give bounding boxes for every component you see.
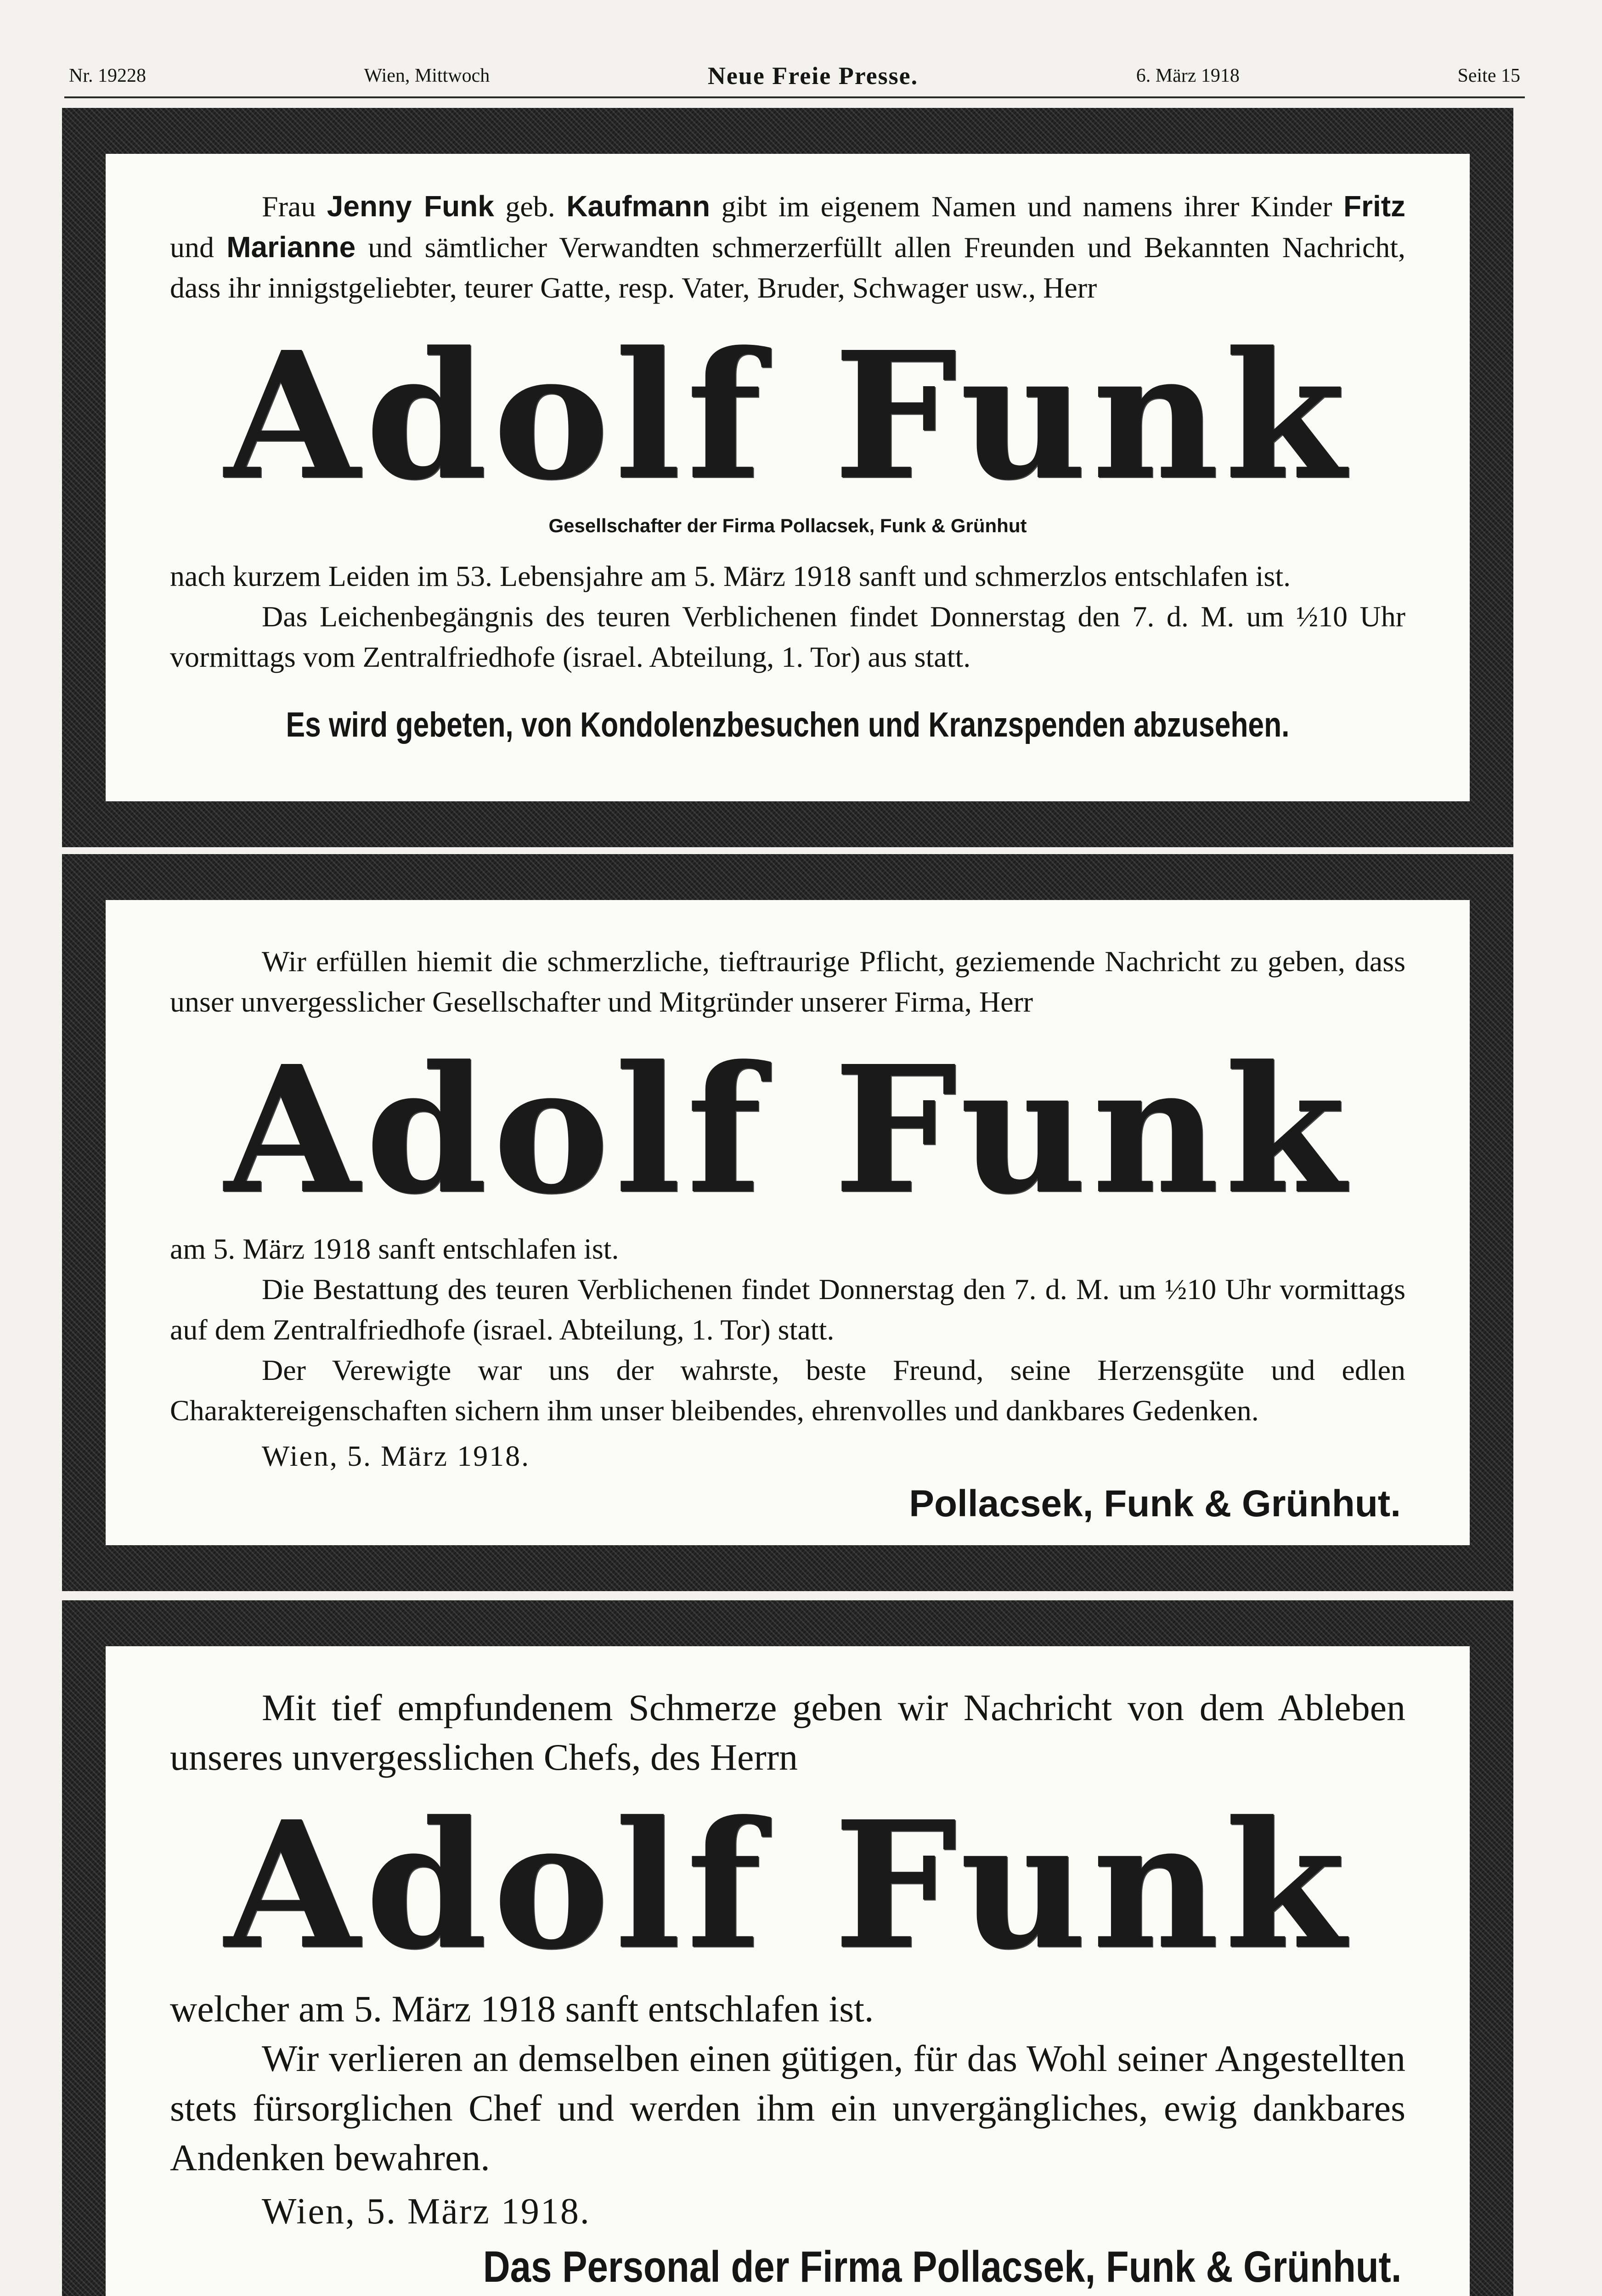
page-number: Seite 15 [1457,65,1520,86]
paper-title: Neue Freie Presse. [707,62,919,90]
family-intro: Frau Jenny Funk geb. Kaufmann gibt im eigenem Namen und namens ihrer Kinder Fritz und Marianne und sämtlicher Verwandten schmerzerfüllt allen Freunden und Bekannten Nachricht, dass ihr innigstgeliebter, teurer Gatte, resp. Vater, Bruder, Schwager usw., Herr [170,190,1406,304]
masthead [69,60,1520,92]
widow-name: Jenny Funk [327,190,494,223]
issue-number: Nr. 19228 [69,65,146,86]
child-name-2: Marianne [226,231,356,264]
maiden-name: Kaufmann [566,190,711,223]
deceased-name: Adolf Funk [224,1783,1351,1988]
tribute: Wir verlieren an demselben einen gütigen, für das Wohl seiner Angestellten stets fürsorglichen Chef und werden ihm ein unvergängliches, ewig dankbares Andenken bewahren. [170,2037,1405,2178]
death-line: welcher am 5. März 1918 sanft entschlafen ist. [170,1988,874,2030]
staff-intro: Mit tief empfundenem Schmerze geben wir Nachricht von dem Ableben unseres unvergesslichen Chefs, des Herrn [170,1687,1405,1778]
obituary-family-frame [62,108,1513,847]
place-date: Wien, 5. März 1918. [262,2191,591,2232]
deceased-name: Adolf Funk [224,313,1351,518]
company-intro: Wir erfüllen hiemit die schmerzliche, tieftraurige Pflicht, geziemende Nachricht zu geben, dass unser unvergesslicher Gesellschafter und Mitgründer unserer Firma, Herr [170,945,1405,1018]
obituary-company-frame [62,854,1513,1591]
place-day: Wien, Mittwoch [364,65,490,86]
signature: Pollacsek, Funk & Grünhut. [909,1483,1401,1525]
deceased-name: Adolf Funk [224,1027,1351,1232]
funeral-info: Die Bestattung des teuren Verblichenen findet Donnerstag den 7. d. M. um ½10 Uhr vormittags auf dem Zentralfriedhofe (israel. Abteilung, 1. Tor) statt. [170,1273,1405,1346]
place-date: Wien, 5. März 1918. [262,1440,530,1472]
tribute: Der Verewigte war uns der wahrste, beste Freund, seine Herzensgüte und edlen Charaktereigenschaften sichern ihm unser bleibendes, ehrenvolles und dankbares Gedenken. [170,1354,1405,1427]
signature: Das Personal der Firma Pollacsek, Funk & Grünhut. [483,2242,1402,2291]
masthead-rule [64,96,1525,98]
obituary-family [106,154,1470,801]
deceased-title: Gesellschafter der Firma Pollacsek, Funk & Grünhut [548,515,1027,536]
death-line: am 5. März 1918 sanft entschlafen ist. [170,1232,619,1265]
obituary-staff-frame [62,1600,1513,2296]
obituary-company [106,900,1470,1545]
issue-date: 6. März 1918 [1136,65,1240,86]
child-name-1: Fritz [1343,190,1406,223]
obituary-staff [106,1646,1470,2296]
condolence-request: Es wird gebeten, von Kondolenzbesuchen und Kranzspenden abzusehen. [286,705,1290,744]
death-line: nach kurzem Leiden im 53. Lebensjahre am 5. März 1918 sanft und schmerzlos entschlafen ist. [170,560,1291,592]
funeral-info: Das Leichenbegängnis des teuren Verblichenen findet Donnerstag den 7. d. M. um ½10 Uhr vormittags vom Zentralfriedhofe (israel. Abteilung, 1. Tor) aus statt. [170,600,1405,673]
